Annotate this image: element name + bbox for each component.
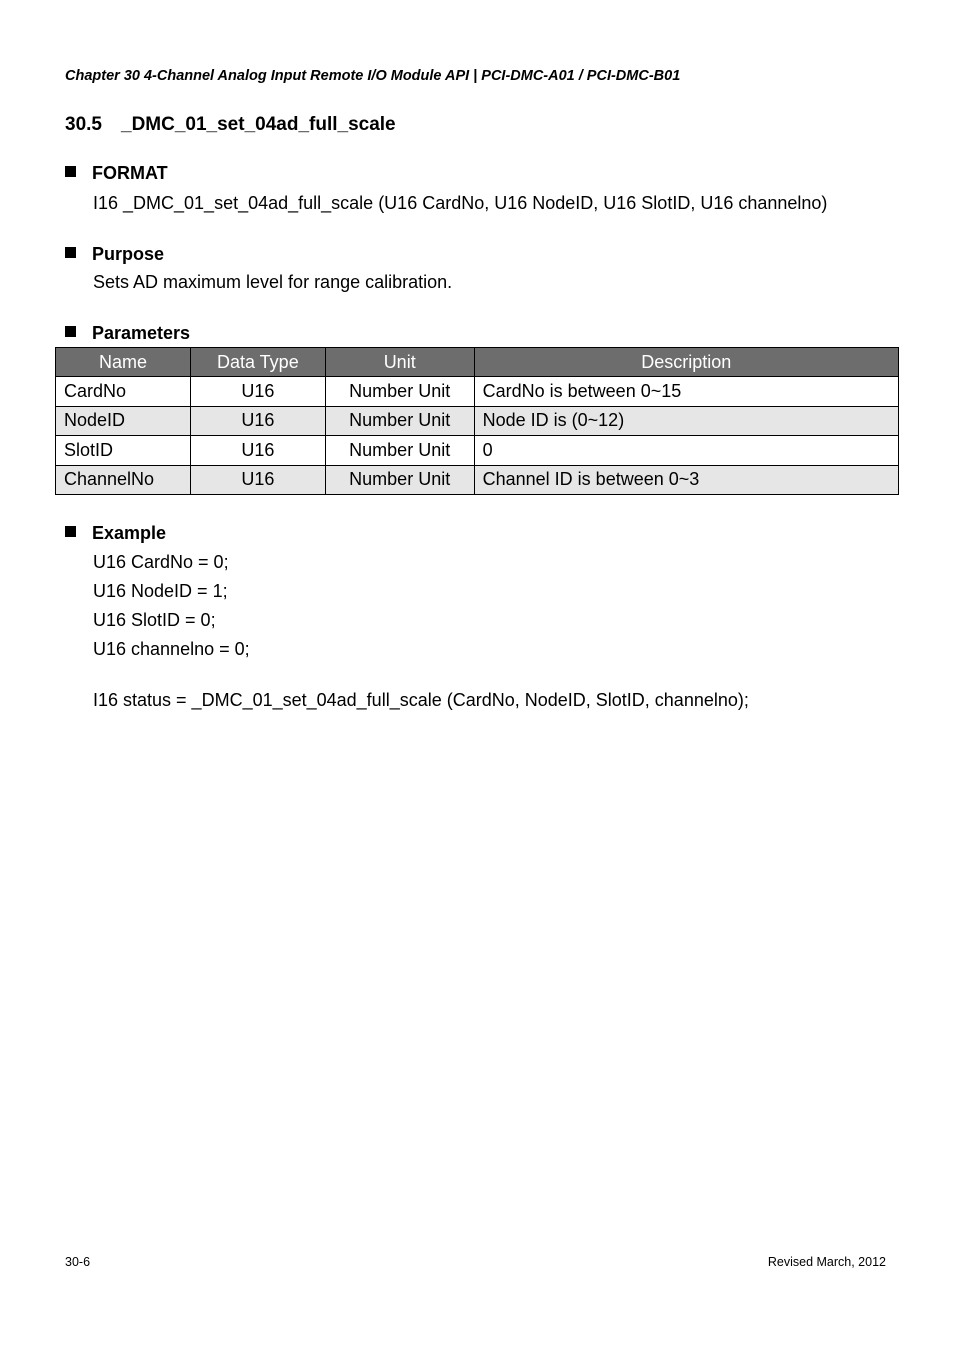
bullet-square-icon: [65, 326, 76, 337]
parameters-heading-label: Parameters: [92, 323, 191, 343]
param-data-type: U16: [190, 436, 325, 466]
format-heading: [65, 163, 168, 184]
column-header-unit: Unit: [325, 348, 474, 377]
table-row: [56, 377, 899, 407]
purpose-text: Sets AD maximum level for range calibration.: [93, 272, 453, 292]
column-header-description: Description: [474, 348, 898, 377]
section-number: 30.5: [65, 114, 102, 135]
table-row: [56, 406, 899, 436]
example-line: U16 CardNo = 0;: [93, 552, 229, 572]
bullet-square-icon: [65, 247, 76, 258]
table-header-row: [56, 348, 899, 377]
example-line: U16 NodeID = 1;: [93, 581, 228, 601]
param-description: 0: [474, 436, 898, 466]
example-call: I16 status = _DMC_01_set_04ad_full_scale (CardNo, NodeID, SlotID, channelno);: [93, 690, 749, 710]
param-description: Channel ID is between 0~3: [474, 465, 898, 495]
page-number: 30-6: [65, 1255, 91, 1269]
parameters-heading: [65, 323, 190, 344]
section-function-name: _DMC_01_set_04ad_full_scale: [121, 114, 396, 135]
param-unit: Number Unit: [325, 377, 474, 407]
example-heading: [65, 523, 166, 544]
param-name: SlotID: [56, 436, 191, 466]
param-data-type: U16: [190, 406, 325, 436]
format-signature: I16 _DMC_01_set_04ad_full_scale (U16 CardNo, U16 NodeID, U16 SlotID, U16 channelno): [93, 193, 828, 213]
parameters-table: [55, 347, 899, 495]
param-name: ChannelNo: [56, 465, 191, 495]
column-header-name: Name: [56, 348, 191, 377]
example-heading-label: Example: [92, 523, 167, 543]
param-description: CardNo is between 0~15: [474, 377, 898, 407]
param-description: Node ID is (0~12): [474, 406, 898, 436]
table-row: [56, 465, 899, 495]
format-heading-label: FORMAT: [92, 163, 168, 183]
column-header-data-type: Data Type: [190, 348, 325, 377]
bullet-square-icon: [65, 166, 76, 177]
purpose-heading: [65, 244, 164, 265]
param-name: CardNo: [56, 377, 191, 407]
section-title: [65, 114, 396, 136]
table-row: [56, 436, 899, 466]
purpose-heading-label: Purpose: [92, 244, 165, 264]
param-name: NodeID: [56, 406, 191, 436]
example-line: U16 channelno = 0;: [93, 639, 250, 659]
param-data-type: U16: [190, 465, 325, 495]
revision-date: Revised March, 2012: [767, 1255, 886, 1269]
param-unit: Number Unit: [325, 406, 474, 436]
param-data-type: U16: [190, 377, 325, 407]
param-unit: Number Unit: [325, 436, 474, 466]
chapter-header: Chapter 30 4-Channel Analog Input Remote I/O Module API | PCI-DMC-A01 / PCI-DMC-B01: [65, 68, 681, 84]
example-line: U16 SlotID = 0;: [93, 610, 216, 630]
bullet-square-icon: [65, 526, 76, 537]
param-unit: Number Unit: [325, 465, 474, 495]
